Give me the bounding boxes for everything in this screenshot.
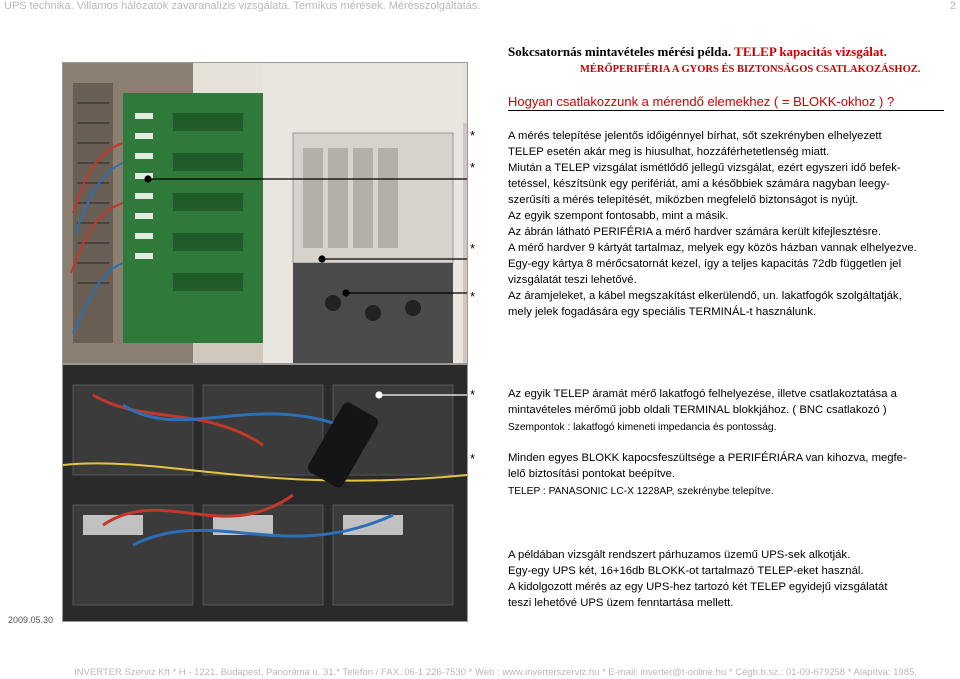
footer-company-info: INVERTER Szerviz Kft * H - 1221. Budapest, Panoráma u. 31.* Telefon / FAX.:06-1 226-7530 * Web : www.inverterszerviz.hu * E-mail: inverter@t-online.hu * Cégb.b.sz.: 01-09-679258 * Alapítva: 1985. — [74, 667, 917, 678]
bullet-marker: * — [470, 160, 476, 175]
text-line: Egy-egy UPS két, 16+16db BLOKK-ot tartalmazó TELEP-eket használ. — [508, 565, 864, 577]
bullet-block-clamp — [508, 386, 948, 436]
question-heading: Hogyan csatlakozzunk a mérendő elemekhez ( = BLOKK-okhoz ) ? — [508, 94, 895, 109]
photo-measurement-periphery — [62, 62, 468, 364]
bullet-marker: * — [470, 128, 476, 143]
text-line: A mérő hardver 9 kártyát tartalmaz, melyek egy közös házban vannak elhelyezve. — [508, 242, 917, 254]
photo-battery-bank — [62, 364, 468, 622]
page-subtitle: MÉRŐPERIFÉRIA A GYORS ÉS BIZTONSÁGOS CSATLAKOZÁSHOZ. — [580, 64, 921, 75]
title-part-black: Sokcsatornás mintavételes mérési példa. — [508, 44, 735, 59]
bullet-block-top — [508, 128, 948, 320]
text-line: mely jelek fogadására egy speciális TERMINÁL-t használunk. — [508, 306, 817, 318]
bullet-block-periphery — [508, 450, 948, 500]
text-line: Minden egyes BLOKK kapocsfeszültsége a PERIFÉRIÁRA van kihozva, megfe- — [508, 452, 907, 464]
text-line: A példában vizsgált rendszert párhuzamos üzemű UPS-sek alkotják. — [508, 549, 851, 561]
text-line: Miután a TELEP vizsgálat ismétlődő jellegű vizsgálat, ezért egyszeri idő befek- — [508, 162, 901, 174]
page-number: 2 — [949, 0, 956, 12]
text-line: teszi lehetővé UPS üzem fenntartása mellett. — [508, 597, 734, 609]
text-line: Az áramjeleket, a kábel megszakítást elkerülendő, un. lakatfogók szolgáltatják, — [508, 290, 902, 302]
text-line: Egy-egy kártya 8 mérőcsatornát kezel, így a teljes kapacitás 72db független jel — [508, 258, 902, 270]
header-breadcrumb: UPS technika. Villamos hálózatok zavaranalízis vizsgálata. Termikus mérések. Mérésszolgáltatás. — [4, 0, 481, 12]
bullet-marker: * — [470, 241, 476, 256]
text-line: A kidolgozott mérés az egy UPS-hez tartozó két TELEP egyidejű vizsgálatát — [508, 581, 888, 593]
text-line: szerűsíti a mérés telepítését, miközben megfelelő biztonságot is nyújt. — [508, 194, 859, 206]
page-title — [508, 44, 887, 60]
text-line: vizsgálatát teszi lehetővé. — [508, 274, 637, 286]
text-line: TELEP esetén akár meg is hiusulhat, hozzáférhetetlenség miatt. — [508, 146, 830, 158]
title-part-red: TELEP kapacitás vizsgálat. — [734, 44, 887, 59]
photo-periphery-illustration — [63, 63, 467, 363]
text-line-note: TELEP : PANASONIC LC-X 1228AP, szekrénybe telepítve. — [508, 486, 774, 497]
text-line: Az egyik szempont fontosabb, mint a másik. — [508, 210, 729, 222]
question-underline — [508, 110, 944, 111]
bullet-marker: * — [470, 451, 476, 466]
text-line: lelő biztosítási pontokat beépítve. — [508, 468, 676, 480]
text-line: mintavételes mérőmű jobb oldali TERMINAL blokkjához. ( BNC csatlakozó ) — [508, 404, 887, 416]
text-line: A mérés telepítése jelentős időigénnyel bírhat, sőt szekrényben elhelyezett — [508, 130, 882, 142]
closing-paragraph — [508, 547, 948, 611]
photo-battery-illustration — [63, 365, 467, 621]
bullet-marker: * — [470, 289, 476, 304]
text-line: Az ábrán látható PERIFÉRIA a mérő hardver számára került kifejlesztésre. — [508, 226, 881, 238]
text-line: tetéssel, készítsünk egy perifériát, ami a későbbiek számára nagyban leegy- — [508, 178, 890, 190]
text-line: Az egyik TELEP áramát mérő lakatfogó felhelyezése, illetve csatlakoztatása a — [508, 388, 897, 400]
document-date: 2009.05.30 — [8, 615, 54, 625]
text-line-note: Szempontok : lakatfogó kimeneti impedancia és pontosság. — [508, 422, 777, 433]
bullet-marker: * — [470, 387, 476, 402]
